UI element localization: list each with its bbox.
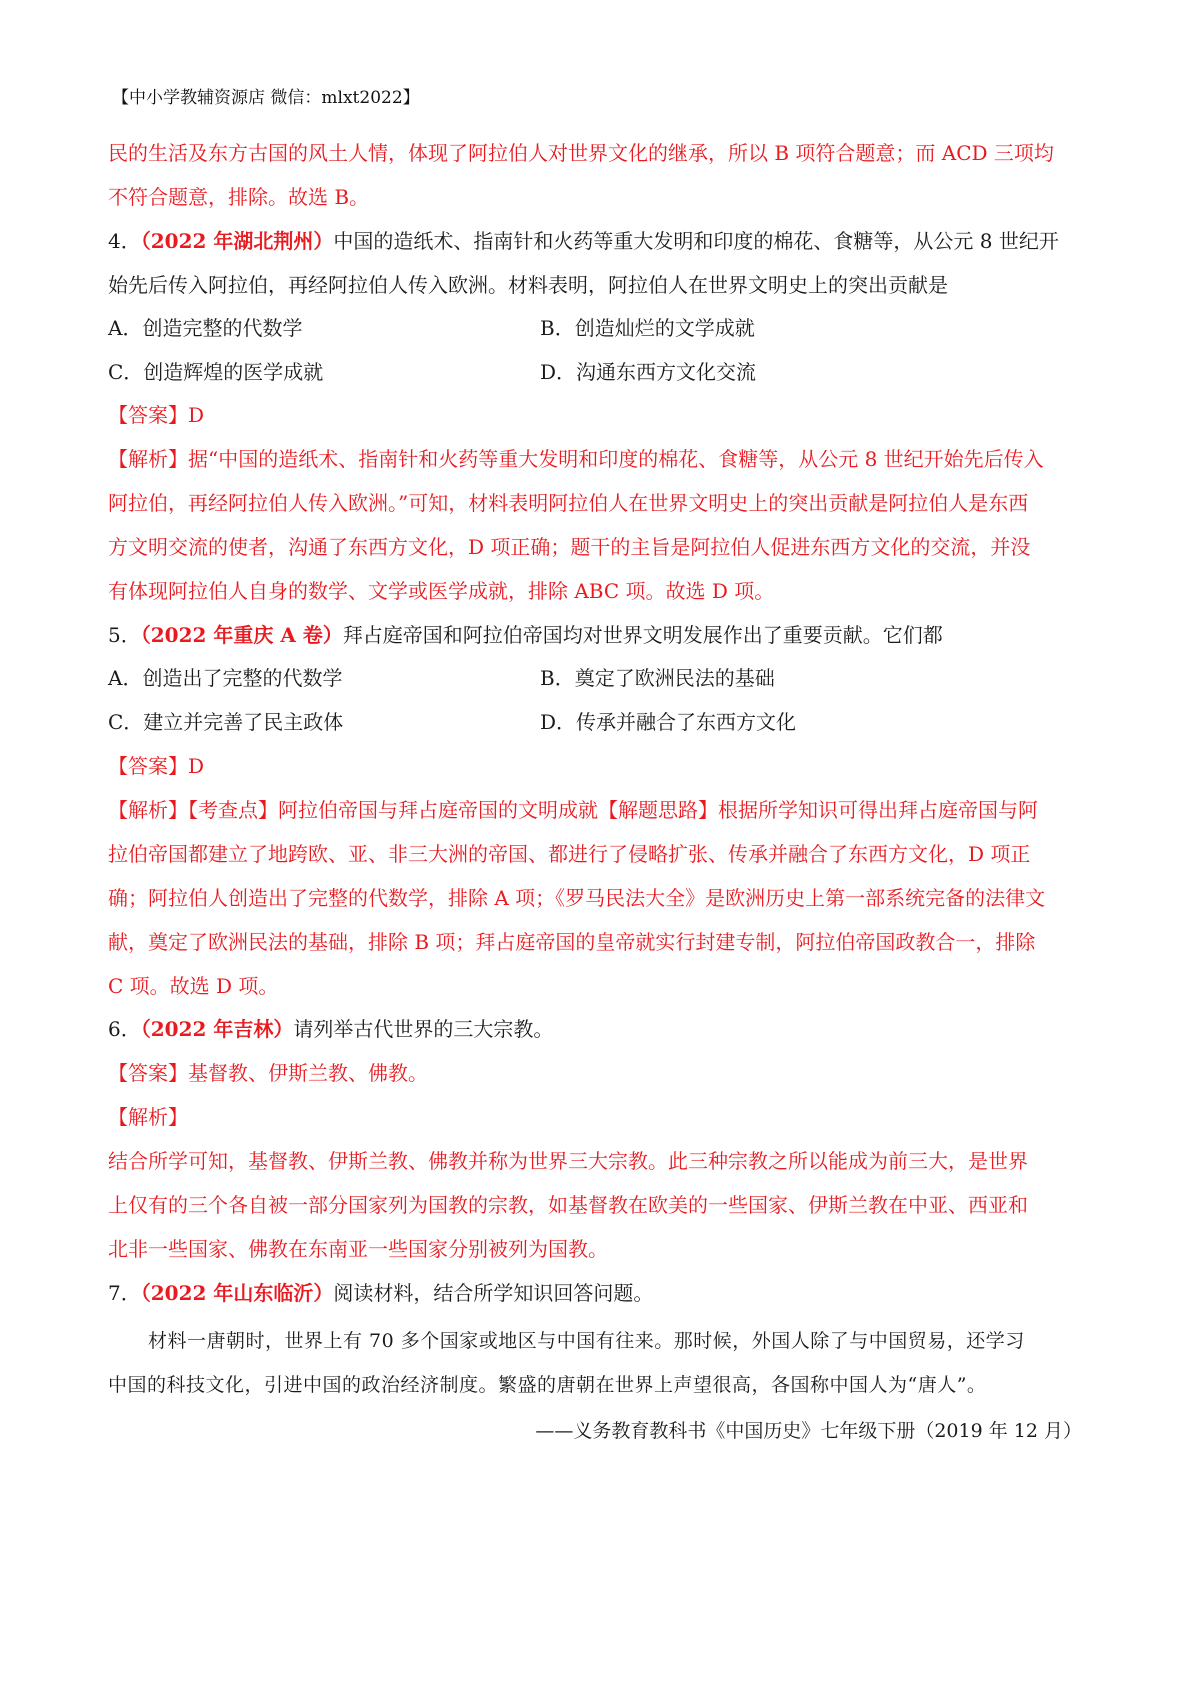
q7-source: （2022 年山东临沂） <box>140 1281 334 1305</box>
q4-option-d: D．沟通东西方文化交流 <box>540 360 757 384</box>
q5-answer: 【答案】D <box>108 754 205 778</box>
q4-stem <box>108 226 1098 256</box>
q6-source: （2022 年吉林） <box>140 1017 294 1041</box>
q7-number: 7． <box>108 1281 141 1305</box>
q6-explanation-line-2: 上仅有的三个各自被一部分国家列为国教的宗教，如基督教在欧美的一些国家、伊斯兰教在中亚、西亚和 <box>108 1193 1028 1217</box>
q5-stem <box>108 620 1098 650</box>
q4-option-b: B．创造灿烂的文学成就 <box>540 316 755 340</box>
q7-material-line-1: 材料一唐朝时，世界上有 70 多个国家或地区与中国有往来。那时候，外国人除了与中国贸易，还学习 <box>148 1330 1025 1352</box>
q6-analysis-label: 【解析】 <box>108 1105 188 1129</box>
q4-explanation-line-1: 【解析】据“中国的造纸术、指南针和火药等重大发明和印度的棉花、食糖等，从公元 8 世纪开始先后传入 <box>108 447 1044 471</box>
q5-stem-text: 拜占庭帝国和阿拉伯帝国均对世界文明发展作出了重要贡献。它们都 <box>342 623 943 647</box>
page-header: 【中小学教辅资源店 微信：mlxt2022】 <box>112 88 420 108</box>
q6-answer <box>108 1058 1098 1088</box>
q4-option-a: A．创造完整的代数学 <box>108 316 303 340</box>
q5-option-b: B．奠定了欧洲民法的基础 <box>540 666 775 690</box>
q4-explanation-line-4: 有体现阿拉伯人自身的数学、文学或医学成就，排除 ABC 项。故选 D 项。 <box>108 579 775 603</box>
q4-answer: 【答案】D <box>108 403 205 427</box>
q4-stem-line-2: 始先后传入阿拉伯，再经阿拉伯人传入欧洲。材料表明，阿拉伯人在世界文明史上的突出贡献是 <box>108 273 948 297</box>
q5-option-d: D．传承并融合了东西方文化 <box>540 710 797 734</box>
q6-explanation-line-3: 北非一些国家、佛教在东南亚一些国家分别被列为国教。 <box>108 1237 608 1261</box>
q4-explanation-line-3: 方文明交流的使者，沟通了东西方文化，D 项正确；题干的主旨是阿拉伯人促进东西方文化的交流，并没 <box>108 535 1031 559</box>
q5-explanation-line-5: C 项。故选 D 项。 <box>108 974 279 998</box>
q6-answer-text: 基督教、伊斯兰教、佛教。 <box>188 1061 428 1085</box>
q5-explanation-line-3: 确；阿拉伯人创造出了完整的代数学，排除 A 项；《罗马民法大全》是欧洲历史上第一部系统完备的法律文 <box>108 886 1046 910</box>
q5-option-a: A．创造出了完整的代数学 <box>108 666 343 690</box>
prev-explanation-line-1: 民的生活及东方古国的风土人情，体现了阿拉伯人对世界文化的继承，所以 B 项符合题意；而 ACD 三项均 <box>108 141 1054 165</box>
q5-source: （2022 年重庆 A 卷） <box>140 623 343 647</box>
q7-material-source: ——义务教育教科书《中国历史》七年级下册（2019 年 12 月） <box>535 1420 1082 1442</box>
q4-option-c: C．创造辉煌的医学成就 <box>108 360 324 384</box>
q7-material-line-2: 中国的科技文化，引进中国的政治经济制度。繁盛的唐朝在世界上声望很高，各国称中国人为“唐人”。 <box>108 1374 987 1396</box>
q4-source: （2022 年湖北荆州） <box>140 229 334 253</box>
q7-stem <box>108 1278 1098 1308</box>
q4-number: 4． <box>108 229 141 253</box>
q4-explanation-line-2: 阿拉伯，再经阿拉伯人传入欧洲。”可知，材料表明阿拉伯人在世界文明史上的突出贡献是阿拉伯人是东西 <box>108 491 1029 515</box>
q5-option-c: C．建立并完善了民主政体 <box>108 710 344 734</box>
q6-stem <box>108 1014 1098 1044</box>
q6-answer-label: 【答案】 <box>108 1061 188 1085</box>
q6-explanation-line-1: 结合所学可知，基督教、伊斯兰教、佛教并称为世界三大宗教。此三种宗教之所以能成为前三大，是世界 <box>108 1149 1028 1173</box>
q5-explanation-line-4: 献，奠定了欧洲民法的基础，排除 B 项；拜占庭帝国的皇帝就实行封建专制，阿拉伯帝国政教合一，排除 <box>108 930 1036 954</box>
q5-explanation-line-2: 拉伯帝国都建立了地跨欧、亚、非三大洲的帝国、都进行了侵略扩张、传承并融合了东西方文化，D 项正 <box>108 842 1031 866</box>
q7-stem-text: 阅读材料，结合所学知识回答问题。 <box>333 1281 654 1305</box>
q5-explanation-line-1: 【解析】【考查点】阿拉伯帝国与拜占庭帝国的文明成就【解题思路】根据所学知识可得出拜占庭帝国与阿 <box>108 798 1038 822</box>
prev-explanation-line-2: 不符合题意，排除。故选 B。 <box>108 185 370 209</box>
q6-stem-text: 请列举古代世界的三大宗教。 <box>293 1017 554 1041</box>
q5-number: 5． <box>108 623 141 647</box>
q4-stem-text-1: 中国的造纸术、指南针和火药等重大发明和印度的棉花、食糖等，从公元 8 世纪开 <box>333 229 1059 253</box>
q6-number: 6． <box>108 1017 141 1041</box>
